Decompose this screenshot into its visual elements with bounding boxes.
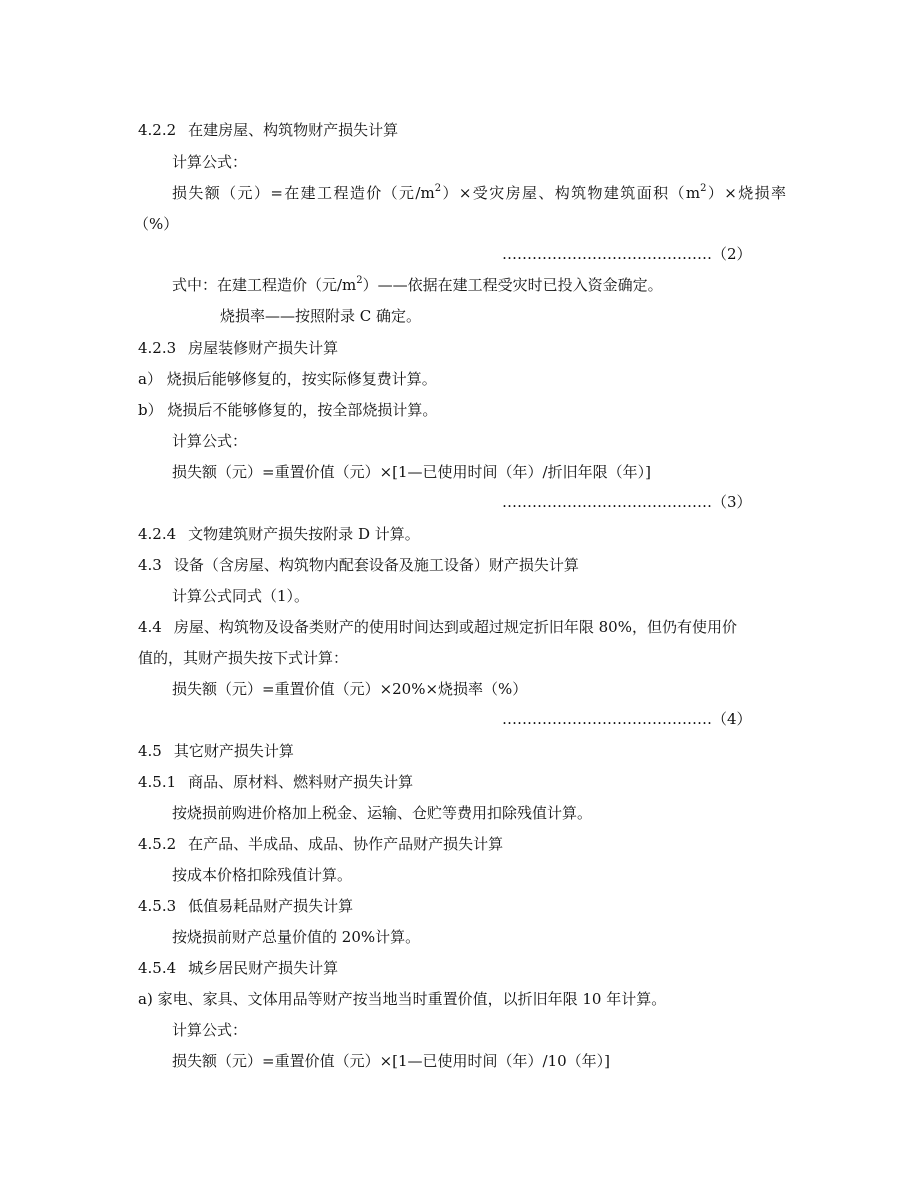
- section-4-2-4-heading: [138, 524, 420, 544]
- formula-line: 损失额（元）=重置价值（元）×[1—已使用时间（年）/10（年）]: [172, 1052, 611, 1070]
- section-title: 房屋装修财产损失计算: [188, 339, 339, 357]
- section-number: 4.5.1: [138, 773, 177, 791]
- list-item-a: a） 烧损后能够修复的，按实际修复费计算。: [138, 370, 437, 388]
- section-4-5-1-heading: [138, 772, 413, 792]
- paragraph: 按烧损前财产总量价值的 20%计算。: [172, 928, 421, 946]
- equation-number-3: ……………………………………（3）: [502, 493, 752, 511]
- section-4-5-heading: [138, 741, 294, 761]
- section-title: 文物建筑财产损失按附录 D 计算。: [188, 525, 420, 543]
- paragraph: 计算公式同式（1）。: [172, 587, 310, 605]
- section-number: 4.5.4: [138, 959, 177, 977]
- section-number: 4.3: [138, 556, 162, 574]
- section-4-5-2-heading: [138, 834, 503, 854]
- formula-label: 计算公式：: [172, 432, 248, 450]
- section-number: 4.2.3: [138, 339, 177, 357]
- section-title: 设备（含房屋、构筑物内配套设备及施工设备）财产损失计算: [173, 556, 579, 574]
- paragraph: 按烧损前购进价格加上税金、运输、仓贮等费用扣除残值计算。: [172, 804, 593, 822]
- formula-line: 损失额（元）=重置价值（元）×20%×烧损率（%）: [172, 680, 528, 698]
- equation-number-4: ……………………………………（4）: [502, 710, 752, 728]
- section-4-5-3-heading: [138, 896, 353, 916]
- section-title: 低值易耗品财产损失计算: [188, 897, 354, 915]
- section-title: 在建房屋、构筑物财产损失计算: [188, 121, 399, 139]
- formula-continuation: （%）: [134, 215, 179, 233]
- section-title: 其它财产损失计算: [173, 742, 294, 760]
- paragraph-line: 房屋、构筑物及设备类财产的使用时间达到或超过规定折旧年限 80%，但仍有使用价: [173, 618, 737, 636]
- formula-label: 计算公式：: [172, 153, 248, 171]
- section-number: 4.4: [138, 618, 162, 636]
- list-item-b: b） 烧损后不能够修复的，按全部烧损计算。: [138, 401, 438, 419]
- section-title: 在产品、半成品、成品、协作产品财产损失计算: [188, 835, 504, 853]
- list-item-a: a) 家电、家具、文体用品等财产按当地当时重置价值，以折旧年限 10 年计算。: [138, 990, 667, 1008]
- section-title: 城乡居民财产损失计算: [188, 959, 339, 977]
- section-4-2-2-heading: [138, 120, 398, 140]
- equation-number-2: ……………………………………（2）: [502, 245, 752, 263]
- section-number: 4.2.2: [138, 121, 177, 139]
- where-clause: 式中：在建工程造价（元$/m^2)——$依据在建工程受灾时已投入资金确定。: [172, 275, 663, 294]
- section-title: 商品、原材料、燃料财产损失计算: [188, 773, 414, 791]
- section-number: 4.5.3: [138, 897, 177, 915]
- section-number: 4.2.4: [138, 525, 177, 543]
- formula-line: 损失额（元）=在建工程造价（元$/m^2)\times$受灾房屋、构筑物建筑面积$(m^2)\times$烧损率: [172, 183, 786, 202]
- paragraph: 按成本价格扣除残值计算。: [172, 866, 353, 884]
- where-clause-2: 烧损率——按照附录 C 确定。: [220, 307, 422, 325]
- section-4-4-heading: [138, 617, 737, 637]
- formula-label: 计算公式：: [172, 1021, 248, 1039]
- section-4-5-4-heading: [138, 958, 338, 978]
- section-number: 4.5: [138, 742, 162, 760]
- section-4-3-heading: [138, 555, 579, 575]
- section-number: 4.5.2: [138, 835, 177, 853]
- section-4-2-3-heading: [138, 338, 338, 358]
- paragraph-line: 值的，其财产损失按下式计算：: [138, 649, 349, 667]
- formula-line: 损失额（元）=重置价值（元）×[1—已使用时间（年）/折旧年限（年）]: [172, 463, 651, 481]
